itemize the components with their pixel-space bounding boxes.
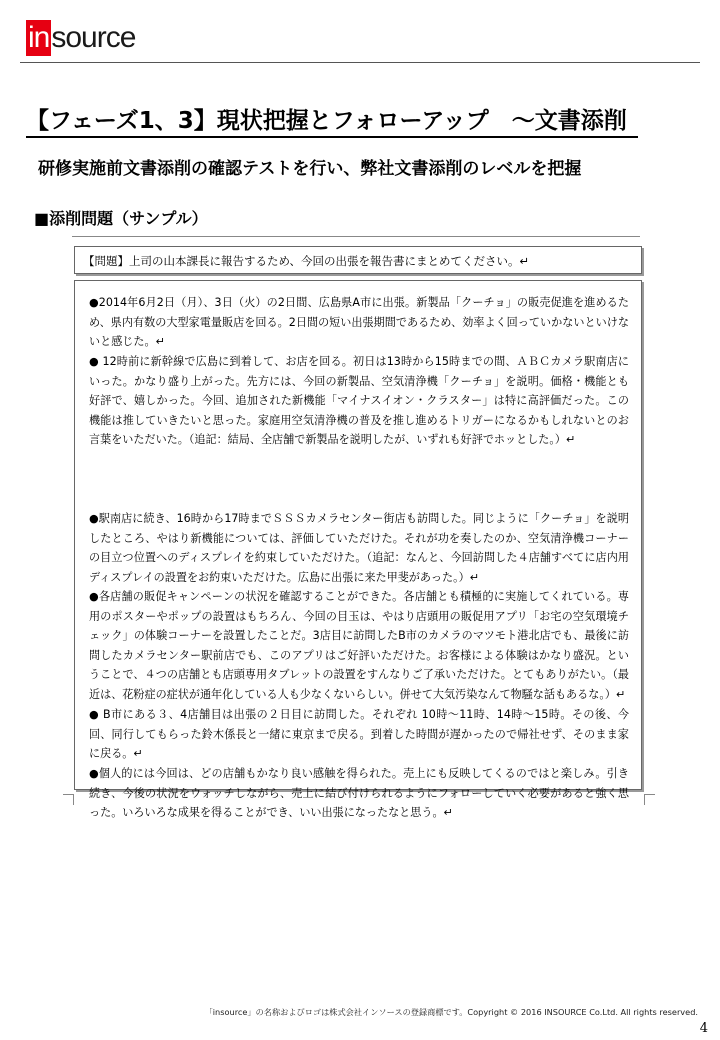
- report-paragraph: ●2014年6月2日（月）、3日（火）の2日間、広島県A市に出張。新製品「クーチョ」の販売促進を進めるため、県内有数の大型家電量販店を回る。2日間の短い出張期間であるため、効率よく回っていかないといけないと感じた。↵: [89, 296, 629, 349]
- logo-wordmark: source: [51, 21, 136, 54]
- question-text: 【問題】上司の山本課長に報告するため、今回の出張を報告書にまとめてください。↵: [83, 254, 530, 268]
- insource-logo: [26, 18, 135, 58]
- report-paragraph: ●各店舗の販促キャンペーンの状況を確認することができた。各店舗とも積極的に実施してくれている。専用のポスターやポップの設置はもちろん、今回の目玉は、やはり店頭用の販促用アプリ「お宅の空気環境チェック」の体験コーナーを設置したことだ。3店目に訪問したB市のカメラのマツモト港北店でも、最後に訪問したカメラセンター駅前店でも、このアプリはご好評いただけた。お客様による体験はかなり盛況。ということで、４つの店舗とも店頭専用タブレットの設置をすんなりご了承いただけた。とてもありがたい。（最近は、花粉症の症状が通年化している人も少なくないらしい。併せて大気汚染なんて物騒な話もあるな。）↵: [89, 590, 629, 701]
- copyright-footer: 「insource」の名称およびロゴは株式会社インソースの登録商標です。Copyright © 2016 INSOURCE Co.Ltd. All rights reserved.: [204, 1007, 698, 1017]
- report-paragraph: ● 12時前に新幹線で広島に到着して、お店を回る。初日は13時から15時までの間、ＡＢＣカメラ駅南店にいった。かなり盛り上がった。先方には、今回の新製品、空気清浄機「クーチョ」を説明。価格・機能とも好評で、嬉しかった。今回、追加された新機能「マイナスイオン・クラスター」は特に高評価だった。この機能は推していきたいと思った。家庭用空気清浄機の普及を推し進めるトリガーになるかもしれないとのお言葉をいただいた。（追記：結局、全店舗で新製品を説明したが、いずれも好評でホッとした。）↵: [89, 355, 629, 447]
- slide-subtitle: 研修実施前文書添削の確認テストを行い、弊社文書添削のレベルを把握: [38, 159, 582, 179]
- crop-mark-left: [63, 794, 74, 805]
- section-label: ■添削問題（サンプル）: [34, 209, 208, 228]
- crop-mark-right: [644, 794, 655, 805]
- header-divider: [20, 62, 700, 63]
- sample-document: [66, 236, 646, 820]
- title-underline: [26, 136, 638, 138]
- page-number: 4: [699, 1021, 708, 1036]
- logo-mark: in: [28, 21, 50, 54]
- question-box: [74, 246, 642, 274]
- report-paragraph: ●駅南店に続き、16時から17時までＳＳＳカメラセンター街店も訪問した。同じように「クーチョ」を説明したところ、やはり新機能については、評価していただけた。それが功を奏したのか、空気清浄機コーナーの目立つ位置へのディスプレイを約束していただけた。（追記：なんと、今回訪問した４店舗すべてに店内用ディスプレイの設置をお約束いただけた。広島に出張に来た甲斐があった。）↵: [89, 512, 629, 584]
- slide-title: 【フェーズ1、3】現状把握とフォローアップ ～文書添削: [26, 108, 627, 134]
- report-paragraph: ●個人的には今回は、どの店舗もかなり良い感触を得られた。売上にも反映してくるのではと楽しみ。引き続き、今後の状況をウォッチしながら、売上に結び付けられるようにフォローしていく必要があると強く思った。いろいろな成果を得ることができ、いい出張になったなと思う。↵: [89, 767, 629, 820]
- document-top-rule: [72, 236, 640, 237]
- report-body-box: [74, 280, 642, 820]
- report-paragraph: ● B市にある３、4店舗目は出張の２日目に訪問した。それぞれ 10時～11時、14時～15時。その後、今回、同行してもらった鈴木係長と一緒に東京まで戻る。到着した時間が遅かったので帰社せず、そのまま家に戻る。↵: [89, 708, 629, 761]
